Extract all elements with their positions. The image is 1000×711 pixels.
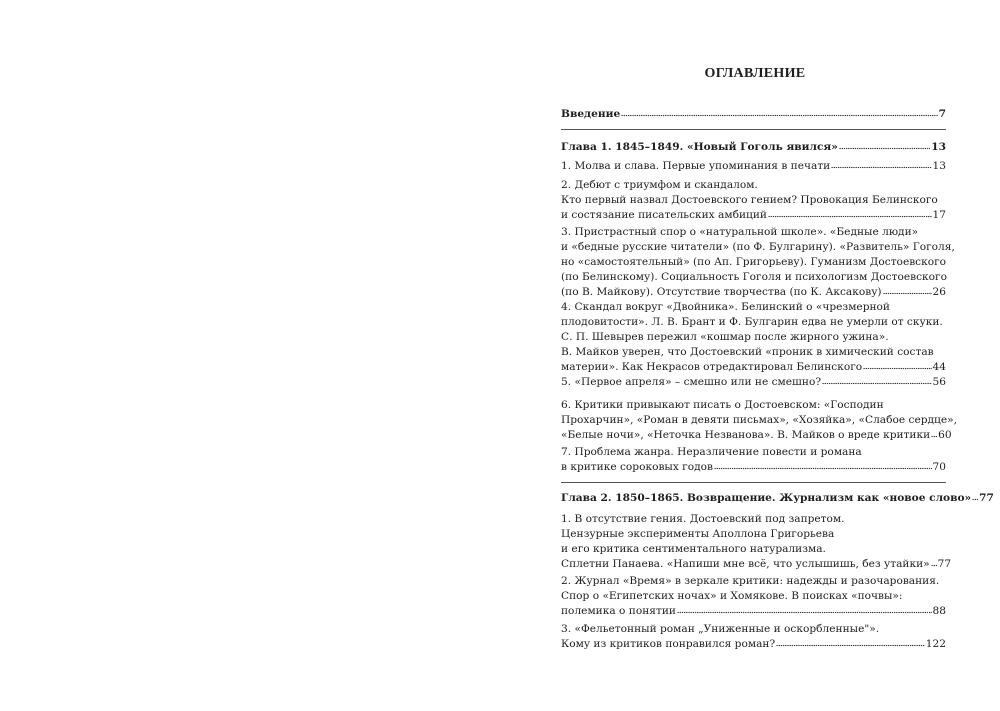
toc-entry-title: полемика о понятии bbox=[561, 605, 676, 617]
toc-entry[interactable] bbox=[561, 512, 952, 572]
page-number: 17 bbox=[932, 209, 946, 221]
toc-entry-line: 4. Скандал вокруг «Двойника». Белинский о «чрезмерной bbox=[561, 301, 890, 313]
toc-heading-entry[interactable] bbox=[561, 107, 946, 122]
toc-heading-entry[interactable] bbox=[561, 491, 994, 506]
toc-entry-last-line bbox=[561, 285, 946, 300]
dot-leader bbox=[768, 215, 932, 218]
toc-entry-title: и состязание писательских амбиций bbox=[561, 209, 767, 221]
dot-leader bbox=[863, 367, 931, 370]
page-number: 122 bbox=[925, 638, 946, 650]
toc-entry[interactable] bbox=[561, 300, 946, 375]
toc-entry-title: в критике сороковых годов bbox=[561, 461, 713, 473]
page-number: 77 bbox=[937, 558, 952, 570]
page-number: 88 bbox=[932, 605, 946, 617]
dot-leader bbox=[883, 292, 932, 295]
toc-entry-title: Введение bbox=[561, 108, 621, 120]
toc-entry[interactable] bbox=[561, 178, 946, 223]
page-number: 60 bbox=[938, 429, 952, 441]
page-number: 70 bbox=[932, 461, 946, 473]
dot-leader bbox=[714, 467, 932, 470]
toc-entry[interactable] bbox=[561, 225, 955, 300]
page-number: 13 bbox=[932, 160, 946, 172]
toc-entry-line: но «самостоятельный» (по Ап. Григорьеву). Гуманизм Достоевского bbox=[561, 256, 947, 268]
page-number: 56 bbox=[932, 376, 946, 388]
toc-entry-line: и его критика сентиментального натурализма. bbox=[561, 543, 826, 555]
toc-entry-title: Кому из критиков понравился роман? bbox=[561, 638, 776, 650]
toc-entry-line: 2. Дебют с триумфом и скандалом. bbox=[561, 179, 758, 191]
toc-entry-title: 5. «Первое апреля» – смешно или не смешно? bbox=[561, 376, 822, 388]
toc-entry-line: и «бедные русские читатели» (по Ф. Булгарину). «Развитель» Гоголя, bbox=[561, 241, 955, 253]
toc-entry-last-line bbox=[561, 491, 994, 506]
toc-entry-line: (по Белинскому). Социальность Гоголя и психологизм Достоевского bbox=[561, 271, 947, 283]
toc-entry-last-line bbox=[561, 360, 946, 375]
dot-leader bbox=[621, 114, 937, 117]
section-divider bbox=[561, 129, 946, 130]
dot-leader bbox=[972, 498, 978, 501]
toc-entry-title: материи». Как Некрасов отредактировал Белинского bbox=[561, 361, 863, 373]
toc-entry-line: 2. Журнал «Время» в зеркале критики: надежды и разочарования. bbox=[561, 575, 940, 587]
toc-entry[interactable] bbox=[561, 574, 946, 619]
dot-leader bbox=[839, 147, 930, 150]
toc-entry-last-line bbox=[561, 557, 952, 572]
dot-leader bbox=[776, 644, 925, 647]
toc-entry-last-line bbox=[561, 107, 946, 122]
toc-entry-last-line bbox=[561, 460, 946, 475]
toc-entry-line: Спор о «Египетских ночах» и Хомякове. В поисках «почвы»: bbox=[561, 590, 903, 602]
dot-leader bbox=[831, 166, 931, 169]
toc-entry-line: 6. Критики привыкают писать о Достоевском: «Господин bbox=[561, 399, 884, 411]
toc-entry[interactable] bbox=[561, 445, 946, 475]
dot-leader bbox=[822, 382, 932, 385]
toc-entry-title: (по В. Майкову). Отсутствие творчества (по К. Аксакову) bbox=[561, 286, 882, 298]
toc-entry-last-line bbox=[561, 140, 946, 155]
toc-entry-last-line bbox=[561, 637, 946, 652]
toc-entry[interactable] bbox=[561, 622, 946, 652]
toc-entry-title: Глава 2. 1850–1865. Возвращение. Журнализм как «новое слово» bbox=[561, 492, 972, 504]
toc-entry-last-line bbox=[561, 375, 946, 390]
toc-entry-title: «Белые ночи», «Неточка Незванова». В. Майков о вреде критики bbox=[561, 429, 931, 441]
dot-leader bbox=[931, 435, 937, 438]
page-number: 44 bbox=[932, 361, 946, 373]
page-number: 26 bbox=[932, 286, 946, 298]
toc-entry-title: Сплетни Панаева. «Напиши мне всё, что услышишь, без утайки» bbox=[561, 558, 930, 570]
page-number: 7 bbox=[938, 108, 946, 120]
dot-leader bbox=[677, 611, 932, 614]
toc-entry-line: Цензурные эксперименты Аполлона Григорьева bbox=[561, 528, 835, 540]
toc-heading-entry[interactable] bbox=[561, 140, 946, 155]
toc-entry-title: Глава 1. 1845–1849. «Новый Гоголь явился» bbox=[561, 141, 838, 153]
toc-entry-last-line bbox=[561, 604, 946, 619]
toc-entry-line: 1. В отсутствие гения. Достоевский под запретом. bbox=[561, 513, 845, 525]
toc-entry-line: 3. «Фельетонный роман „Униженные и оскорбленные"». bbox=[561, 623, 880, 635]
toc-entry-line: Кто первый назвал Достоевского гением? Провокация Белинского bbox=[561, 194, 938, 206]
toc-entry-line: плодовитости». Л. В. Брант и Ф. Булгарин едва не умерли от скуки. bbox=[561, 316, 943, 328]
page-number: 13 bbox=[931, 141, 946, 153]
toc-entry-last-line bbox=[561, 159, 946, 174]
toc-entry-line: С. П. Шевырев пережил «кошмар после жирного ужина». bbox=[561, 331, 889, 343]
toc-entry-last-line bbox=[561, 428, 952, 443]
page-number: 77 bbox=[979, 492, 994, 504]
section-divider bbox=[561, 482, 946, 483]
toc-entry[interactable] bbox=[561, 398, 957, 443]
toc-entry[interactable] bbox=[561, 375, 946, 390]
toc-entry-last-line bbox=[561, 208, 946, 223]
toc-entry-line: В. Майков уверен, что Достоевский «проник в химический состав bbox=[561, 346, 934, 358]
toc-entry-title: 1. Молва и слава. Первые упоминания в печати bbox=[561, 160, 831, 172]
toc-entry-line: Прохарчин», «Роман в девяти письмах», «Хозяйка», «Слабое сердце», bbox=[561, 414, 957, 426]
toc-entry-line: 7. Проблема жанра. Неразличение повести и романа bbox=[561, 446, 862, 458]
toc-entry[interactable] bbox=[561, 159, 946, 174]
page-title: ОГЛАВЛЕНИЕ bbox=[704, 66, 806, 81]
toc-entry-line: 3. Пристрастный спор о «натуральной школе». «Бедные люди» bbox=[561, 226, 919, 238]
dot-leader bbox=[931, 564, 937, 567]
